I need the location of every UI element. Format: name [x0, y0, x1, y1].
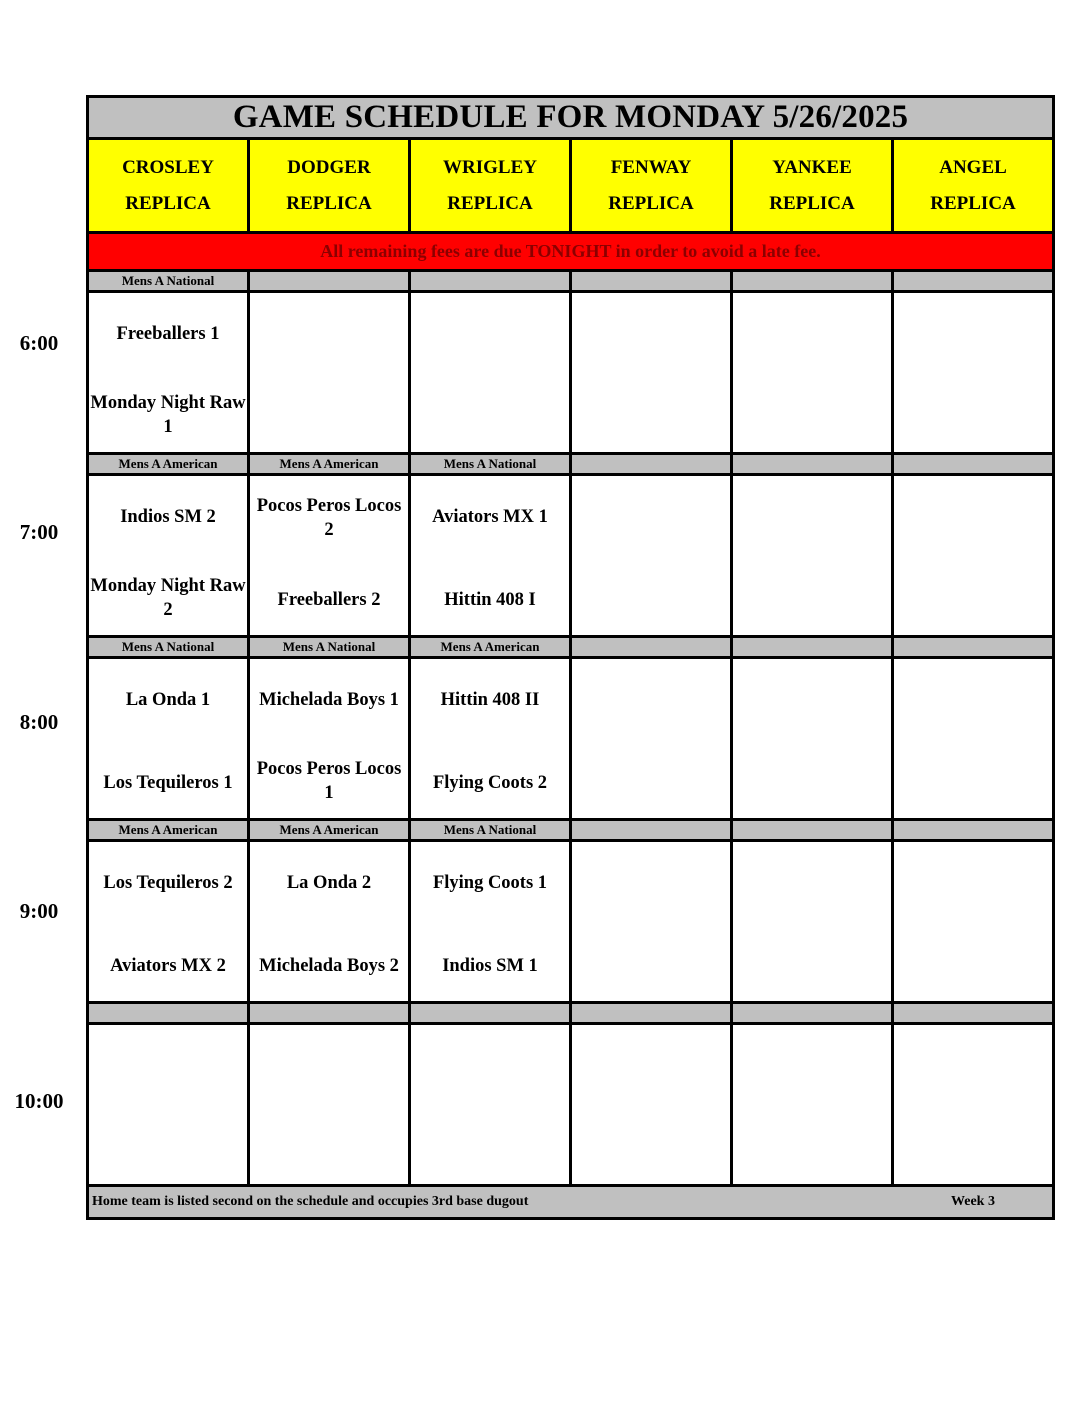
game-row [88, 292, 1054, 454]
game-cell [571, 475, 732, 637]
game-row [88, 475, 1054, 637]
game-cell [571, 1024, 732, 1186]
field-name: ANGEL [939, 156, 1007, 178]
division-label: Mens A National [410, 454, 571, 475]
field-type: REPLICA [447, 192, 533, 214]
division-row [88, 454, 1054, 475]
division-label [732, 820, 893, 841]
division-label: Mens A National [88, 271, 249, 292]
team-home: Flying Coots 2 [432, 773, 548, 793]
time-label-6: 6:00 [19, 331, 59, 355]
division-label [571, 454, 732, 475]
game-cell [571, 658, 732, 820]
game-cell [410, 475, 571, 637]
game-cell [893, 475, 1054, 637]
division-row [88, 820, 1054, 841]
game-cell [571, 841, 732, 1003]
division-label [249, 271, 410, 292]
field-type: REPLICA [769, 192, 855, 214]
field-name: WRIGLEY [443, 156, 537, 178]
division-label [571, 1003, 732, 1024]
team-away: Los Tequileros 2 [103, 873, 233, 893]
footer-bar [88, 1186, 1054, 1219]
game-cell [732, 841, 893, 1003]
division-label [249, 1003, 410, 1024]
game-cell [88, 475, 249, 637]
game-cell [571, 292, 732, 454]
game-row [88, 841, 1054, 1003]
game-cell [249, 658, 410, 820]
fee-notice-banner: All remaining fees are due TONIGHT in order to avoid a late fee. [88, 233, 1054, 271]
time-label-7: 7:00 [19, 520, 59, 544]
division-label: Mens A American [88, 820, 249, 841]
division-label [571, 820, 732, 841]
home-team-note: Home team is listed second on the schedule and occupies 3rd base dugout [92, 1194, 529, 1209]
team-away: Hittin 408 II [440, 690, 540, 710]
game-cell [249, 292, 410, 454]
schedule-table [86, 95, 1055, 1220]
game-cell [893, 841, 1054, 1003]
game-cell [732, 292, 893, 454]
game-cell [410, 658, 571, 820]
game-cell [88, 841, 249, 1003]
game-cell [410, 1024, 571, 1186]
team-home: Pocos Peros Locos 1 [256, 759, 402, 803]
game-cell [249, 1024, 410, 1186]
team-away: Indios SM 2 [120, 507, 216, 527]
game-cell [88, 1024, 249, 1186]
schedule-sheet [86, 95, 1052, 1259]
team-away: La Onda 2 [286, 873, 372, 893]
field-header-wrigley [410, 139, 571, 233]
field-type: REPLICA [286, 192, 372, 214]
field-type: REPLICA [125, 192, 211, 214]
division-label [732, 637, 893, 658]
field-name: DODGER [287, 156, 371, 178]
game-cell [249, 841, 410, 1003]
field-header-row [88, 139, 1054, 233]
team-home: Indios SM 1 [442, 956, 538, 976]
field-name: FENWAY [610, 156, 692, 178]
division-label [571, 271, 732, 292]
division-label: Mens A American [249, 820, 410, 841]
team-home: Freeballers 2 [277, 590, 381, 610]
game-cell [893, 1024, 1054, 1186]
time-label-9: 9:00 [19, 899, 59, 923]
game-cell [249, 475, 410, 637]
team-home: Monday Night Raw 2 [90, 576, 246, 620]
division-row [88, 271, 1054, 292]
team-away: Aviators MX 1 [432, 507, 548, 527]
division-row [88, 1003, 1054, 1024]
division-label [893, 637, 1054, 658]
division-label [893, 1003, 1054, 1024]
division-label: Mens A American [249, 454, 410, 475]
team-away: Freeballers 1 [116, 324, 220, 344]
time-label-10: 10:00 [14, 1089, 64, 1113]
division-label: Mens A American [88, 454, 249, 475]
game-cell [732, 475, 893, 637]
game-cell [410, 292, 571, 454]
division-label [893, 820, 1054, 841]
division-label: Mens A American [410, 637, 571, 658]
team-home: Michelada Boys 2 [259, 956, 399, 976]
team-away: Pocos Peros Locos 2 [256, 496, 402, 540]
division-label: Mens A National [410, 820, 571, 841]
game-cell [732, 658, 893, 820]
division-label [893, 454, 1054, 475]
division-label [88, 1003, 249, 1024]
team-home: Monday Night Raw 1 [90, 393, 246, 437]
team-away: La Onda 1 [125, 690, 211, 710]
division-row [88, 637, 1054, 658]
game-cell [88, 292, 249, 454]
time-label-8: 8:00 [19, 710, 59, 734]
division-label: Mens A National [249, 637, 410, 658]
field-header-angel [893, 139, 1054, 233]
division-label [571, 637, 732, 658]
team-away: Michelada Boys 1 [259, 690, 399, 710]
division-label [732, 271, 893, 292]
field-type: REPLICA [930, 192, 1016, 214]
field-header-dodger [249, 139, 410, 233]
field-header-fenway [571, 139, 732, 233]
team-away: Flying Coots 1 [432, 873, 548, 893]
division-label: Mens A National [88, 637, 249, 658]
game-cell [88, 658, 249, 820]
team-home: Hittin 408 I [444, 590, 536, 610]
field-name: CROSLEY [122, 156, 214, 178]
page-title: GAME SCHEDULE FOR MONDAY 5/26/2025 [88, 97, 1054, 139]
game-cell [893, 658, 1054, 820]
team-home: Los Tequileros 1 [103, 773, 233, 793]
division-label [732, 454, 893, 475]
game-row [88, 1024, 1054, 1186]
division-label [893, 271, 1054, 292]
field-type: REPLICA [608, 192, 694, 214]
division-label [410, 1003, 571, 1024]
team-home: Aviators MX 2 [110, 956, 226, 976]
division-label [732, 1003, 893, 1024]
field-header-yankee [732, 139, 893, 233]
field-name: YANKEE [772, 156, 852, 178]
field-header-crosley [88, 139, 249, 233]
game-row [88, 658, 1054, 820]
game-cell [893, 292, 1054, 454]
game-cell [410, 841, 571, 1003]
game-cell [732, 1024, 893, 1186]
week-label: Week 3 [951, 1194, 995, 1209]
division-label [410, 271, 571, 292]
